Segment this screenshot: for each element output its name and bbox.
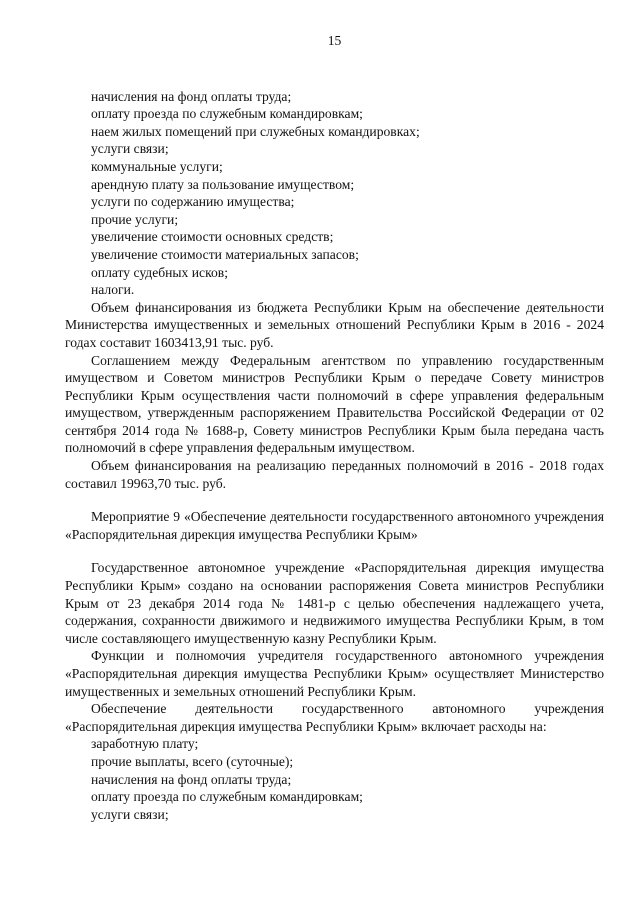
list-item: прочие услуги;: [91, 211, 179, 227]
expense-list-2: [65, 735, 604, 823]
page-number: 15: [327, 33, 342, 48]
list-item: увеличение стоимости материальных запасов;: [91, 246, 359, 262]
expenses-intro-paragraph: Обеспечение деятельности государственного автономного учреждения «Распорядительная дирекция имущества Республики Крым» включает расходы на:: [65, 701, 604, 734]
list-item: услуги связи;: [91, 806, 169, 822]
list-item: коммунальные услуги;: [91, 158, 223, 174]
measure-heading: Мероприятие 9 «Обеспечение деятельности государственного автономного учреждения «Распорядительная дирекция имущества Республики Крым»: [65, 509, 604, 542]
list-item: арендную плату за пользование имуществом;: [91, 176, 355, 192]
list-item: увеличение стоимости основных средств;: [91, 229, 334, 245]
list-item: заработную плату;: [91, 736, 199, 752]
delegated-financing-paragraph: Объем финансирования на реализацию переданных полномочий в 2016 - 2018 годах составил 19963,70 тыс. руб.: [65, 458, 604, 491]
list-item: услуги по содержанию имущества;: [91, 194, 295, 210]
list-item: начисления на фонд оплаты труда;: [91, 771, 292, 787]
list-item: услуги связи;: [91, 141, 169, 157]
financing-paragraph: Объем финансирования из бюджета Республики Крым на обеспечение деятельности Министерства имущественных и земельных отношений Республики Крым в 2016 - 2024 годах составит 1603413,91 тыс. руб.: [65, 299, 604, 350]
list-item: наем жилых помещений при служебных командировках;: [91, 123, 420, 139]
list-item: начисления на фонд оплаты труда;: [91, 88, 292, 104]
list-item: налоги.: [91, 282, 135, 298]
expense-list-1: [65, 88, 604, 299]
list-item: оплату судебных исков;: [91, 264, 228, 280]
list-item: прочие выплаты, всего (суточные);: [91, 753, 294, 769]
founder-paragraph: Функции и полномочия учредителя государственного автономного учреждения «Распорядительная дирекция имущества Республики Крым» осуществляет Министерство имущественных и земельных отношений Республики Крым.: [65, 648, 604, 699]
list-item: оплату проезда по служебным командировкам;: [91, 106, 363, 122]
institution-paragraph: Государственное автономное учреждение «Распорядительная дирекция имущества Республики Крым» создано на основании распоряжения Совета министров Республики Крым от 23 декабря 2014 года № 1481-р с целью обеспечения надлежащего учета, содержания, сохранности движимого и недвижимого имущества Республики Крым, в том числе составляющего имущественную казну Республики Крым.: [65, 560, 604, 646]
agreement-paragraph: Соглашением между Федеральным агентством по управлению государственным имуществом и Советом министров Республики Крым о передаче Совету министров Республики Крым осуществления части полномочий в сфере управления федеральным имуществом, утвержденным распоряжением Правительства Российской Федерации от 02 сентября 2014 года № 1688-р, Совету министров Республики Крым была передана часть полномочий в сфере управления федеральным имуществом.: [65, 352, 604, 456]
list-item: оплату проезда по служебным командировкам;: [91, 789, 363, 805]
